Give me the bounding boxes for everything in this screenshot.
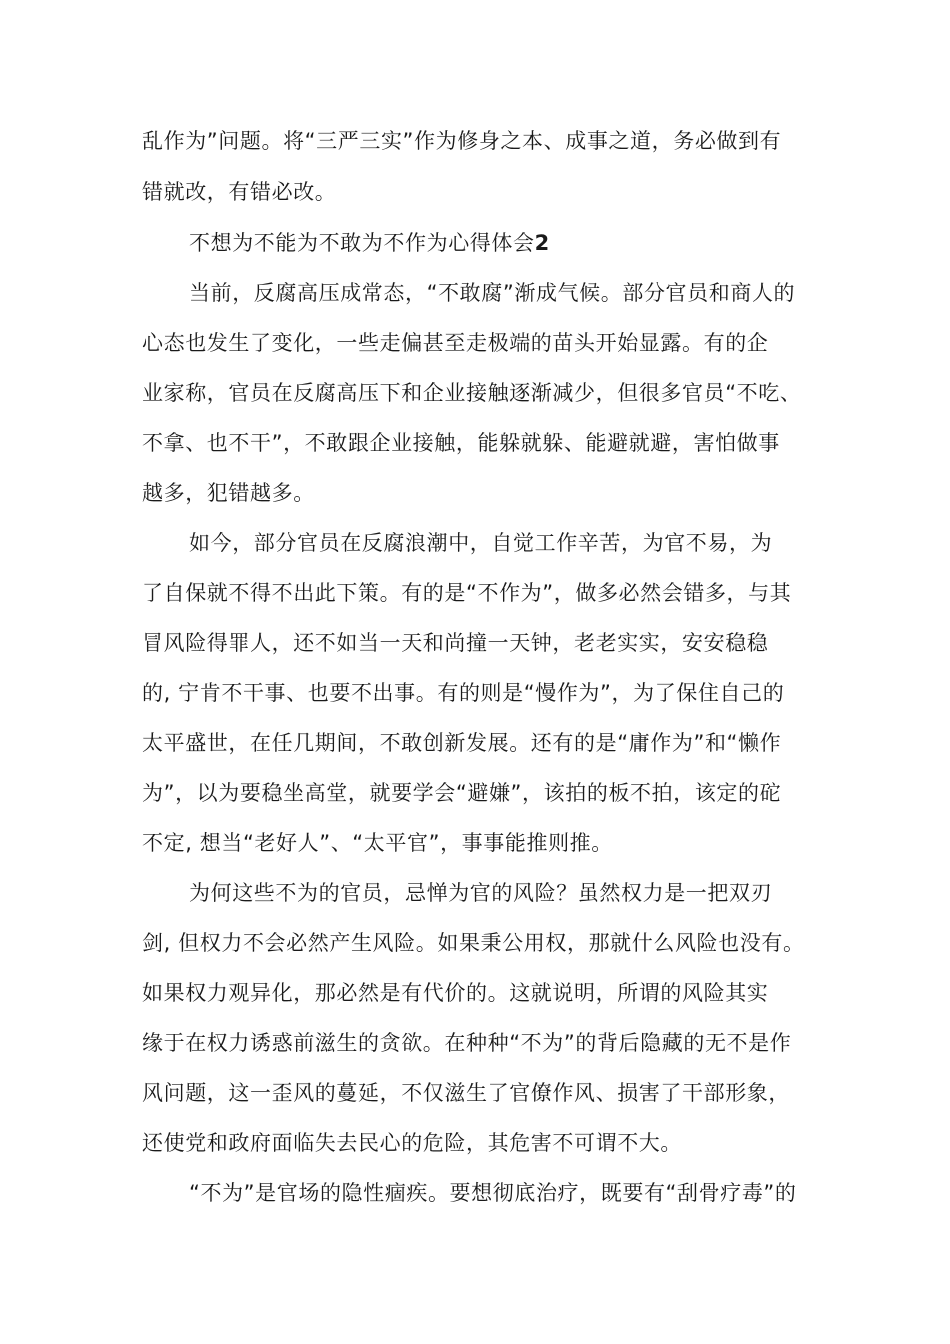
paragraph-line: 的, 宁肯不干事、也要不出事。有的则是“慢作为”，为了保住自己的 — [142, 681, 785, 705]
section-heading-number: 2 — [534, 231, 550, 255]
paragraph-line: 为”，以为要稳坐高堂，就要学会“避嫌”，该拍的板不拍，该定的砣 — [142, 781, 782, 805]
paragraph-line: 不定, 想当“老好人”、“太平官”，事事能推则推。 — [142, 831, 613, 855]
section-heading — [189, 228, 550, 258]
paragraph-line: 为何这些不为的官员，忌惮为官的风险？虽然权力是一把双刃 — [189, 881, 773, 905]
paragraph-line: 业家称，官员在反腐高压下和企业接触逐渐减少，但很多官员“不吃、 — [142, 381, 802, 405]
paragraph-line: 乱作为”问题。将“三严三实”作为修身之本、成事之道，务必做到有 — [142, 129, 782, 153]
paragraph-line: 错就改，有错必改。 — [142, 180, 337, 204]
paragraph-line: 不拿、也不干”，不敢跟企业接触，能躲就躲、能避就避，害怕做事 — [142, 431, 780, 455]
paragraph-line: 剑, 但权力不会必然产生风险。如果秉公用权，那就什么风险也没有。 — [142, 931, 805, 955]
paragraph-line: 还使党和政府面临失去民心的危险，其危害不可谓不大。 — [142, 1131, 682, 1155]
paragraph-line: 如果权力观异化，那必然是有代价的。这就说明，所谓的风险其实 — [142, 981, 769, 1005]
paragraph-line: 当前，反腐高压成常态，“不敢腐”渐成气候。部分官员和商人的 — [189, 281, 796, 305]
paragraph-line: 了自保就不得不出此下策。有的是“不作为”，做多必然会错多，与其 — [142, 581, 792, 605]
paragraph-line: 如今，部分官员在反腐浪潮中，自觉工作辛苦，为官不易，为 — [189, 531, 773, 555]
paragraph-line: 越多，犯错越多。 — [142, 481, 315, 505]
paragraph-line: 缘于在权力诱惑前滋生的贪欲。在种种“不为”的背后隐藏的无不是作 — [142, 1031, 792, 1055]
paragraph-line: 心态也发生了变化，一些走偏甚至走极端的苗头开始显露。有的企 — [142, 331, 769, 355]
section-heading-text: 不想为不能为不敢为不作为心得体会 — [189, 231, 535, 255]
paragraph-line: 太平盛世，在任几期间，不敢创新发展。还有的是“庸作为”和“懒作 — [142, 731, 782, 755]
paragraph-line: “不为”是官场的隐性痼疾。要想彻底治疗，既要有“刮骨疗毒”的 — [189, 1181, 797, 1205]
paragraph-line: 冒风险得罪人，还不如当一天和尚撞一天钟，老老实实，安安稳稳 — [142, 631, 769, 655]
paragraph-line: 风问题，这一歪风的蔓延，不仅滋生了官僚作风、损害了干部形象， — [142, 1081, 790, 1105]
